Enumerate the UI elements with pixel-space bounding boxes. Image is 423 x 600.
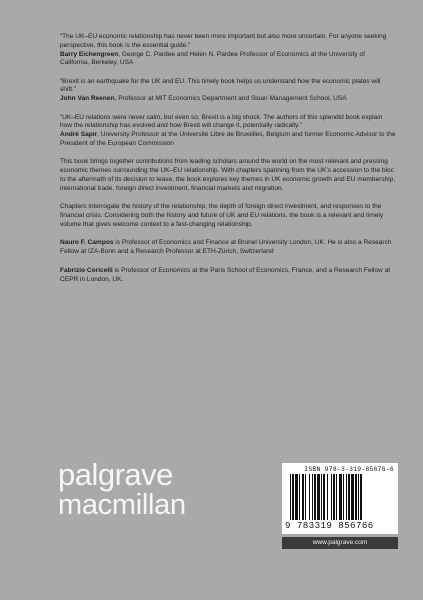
publisher-logo-line1: palgrave — [58, 457, 173, 492]
quote-author-affiliation: , George C. Pardee and Helen N. Pardee Professor of Economics at the University of California, Berkeley, USA — [60, 50, 365, 67]
description-paragraph: This book brings together contributions from leading scholars around the world on the most relevant and pressing economic themes surrounding the UK–EU relationship. With chapters spanning from the UK’s accession to the bloc to the aftermath of its decision to leave, the book explores key themes in UK economic growth and EU membership, international trade, foreign direct investment, financial markets and migration. — [60, 158, 396, 192]
editor-bio — [60, 239, 396, 257]
quote-author-affiliation: , University Professor at the Université Libre de Bruxelles, Belgium and former Economic Advisor to the President of the European Commission — [60, 131, 396, 147]
quote-text: “UK–EU relations were never calm, but even so, Brexit is a big shock. The authors of this splendid book explain how the relationship has evolved and how Brexit will change it, potentially radically.” — [60, 113, 383, 130]
isbn-barcode — [282, 463, 398, 534]
endorsement-quote — [60, 78, 396, 104]
editor-bio-text: is Professor of Economics at the Paris School of Economics, France, and a Research Fellow at CEPR in London, UK. — [60, 266, 391, 283]
quote-author-name: Barry Eichengreen — [60, 50, 119, 58]
barcode-number: 9 783319 856766 — [285, 520, 374, 531]
endorsement-quote — [60, 33, 396, 68]
barcode-bars — [290, 474, 394, 520]
quote-author-name: John Van Reenen — [60, 95, 115, 103]
endorsement-quote — [60, 114, 396, 149]
isbn-label: ISBN 978-3-319-85676-6 — [304, 466, 394, 473]
editor-bio-text: is Professor of Economics and Finance at Brunel University London, UK. He is also a Research Fellow at IZA-Bonn and a Research Professor at ETH-Zürich, Switzerland — [60, 239, 392, 256]
editor-bio — [60, 267, 396, 285]
quote-text: “The UK–EU economic relationship has never been more important but also more uncertain. For anyone seeking perspective, this book is the essential guide.” — [60, 33, 387, 49]
quote-author-name: André Sapir — [60, 131, 98, 139]
publisher-website: www.palgrave.com — [282, 537, 398, 549]
publisher-logo-line2: macmillan — [58, 489, 186, 521]
editor-name: Nauro F. Campos — [60, 239, 114, 247]
quote-text: “Brexit is an earthquake for the UK and EU. This timely book helps us understand how the economic plates will shift.” — [60, 77, 381, 94]
editor-name: Fabrizio Coricelli — [60, 266, 113, 274]
description-paragraph: Chapters interrogate the history of the relationship, the depth of foreign direct investment, and responses to the financial crisis. Considering both the history and future of UK and EU relations, the book is a relevant and timely volume that gives welcome context to a fast-changing relationship. — [60, 203, 384, 228]
publisher-logo — [58, 457, 186, 521]
quote-author-affiliation: , Professor at MIT Economics Department and Sloan Management School, USA — [114, 95, 347, 103]
cover-text — [60, 33, 396, 294]
